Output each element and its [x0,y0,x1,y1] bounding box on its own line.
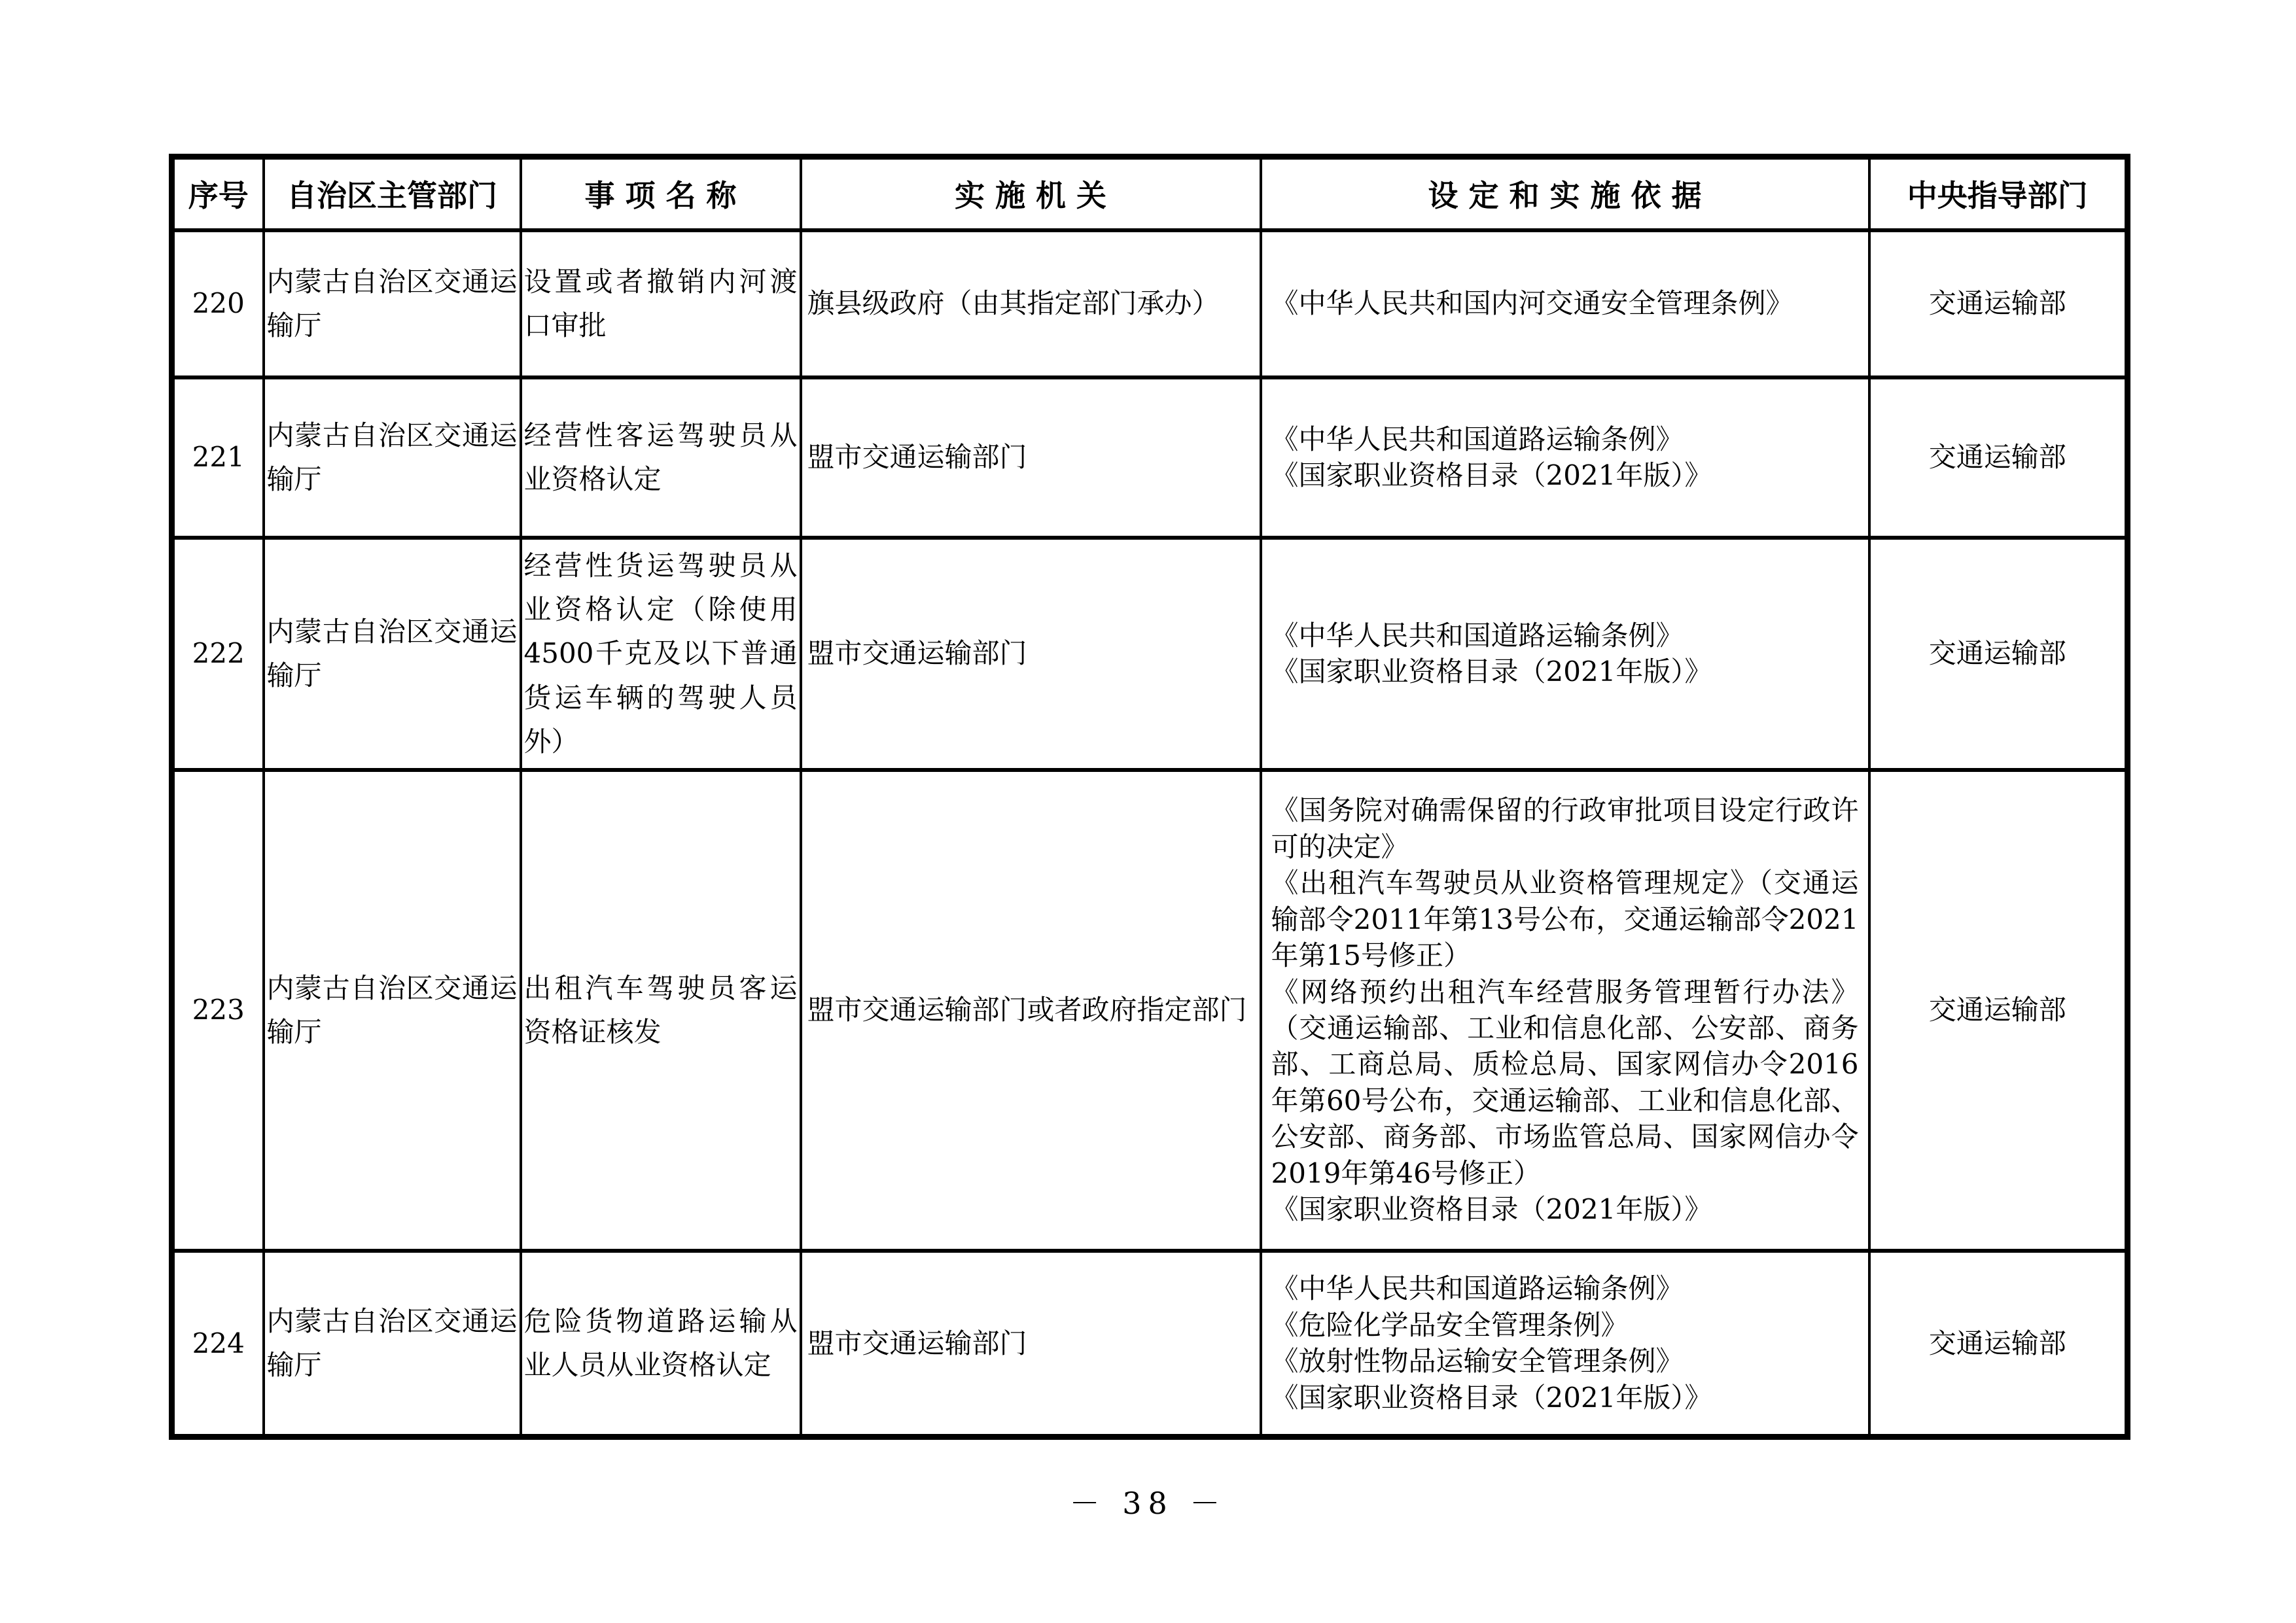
dept-cell: 内蒙古自治区交通运输厅 [264,770,521,1251]
dept-cell: 内蒙古自治区交通运输厅 [264,538,521,770]
table-row [172,230,2128,377]
basis-cell [1261,538,1869,770]
serial-cell: 220 [172,230,264,377]
agency-cell: 盟市交通运输部门 [801,377,1261,538]
header-row [172,157,2128,230]
basis-cell [1261,1251,1869,1437]
basis-line: 《中华人民共和国道路运输条例》 [1271,619,1684,652]
basis-line: 《国家职业资格目录（2021年版）》 [1271,459,1712,491]
basis-line: 《危险化学品安全管理条例》 [1271,1308,1629,1341]
basis-cell [1261,377,1869,538]
column-header-central: 中央指导部门 [1869,157,2128,230]
central-dept-cell: 交通运输部 [1869,377,2128,538]
table-row [172,377,2128,538]
agency-cell: 盟市交通运输部门或者政府指定部门 [801,770,1261,1251]
dept-cell: 内蒙古自治区交通运输厅 [264,1251,521,1437]
central-dept-cell: 交通运输部 [1869,538,2128,770]
basis-line: 《中华人民共和国内河交通安全管理条例》 [1271,287,1793,320]
page-number: － 38 － [1069,1486,1227,1521]
column-header-item: 事 项 名 称 [521,157,801,230]
column-header-agency: 实 施 机 关 [801,157,1261,230]
serial-cell: 221 [172,377,264,538]
basis-line: 《中华人民共和国道路运输条例》 [1271,1272,1684,1305]
item-cell: 经营性货运驾驶员从业资格认定（除使用4500千克及以下普通货运车辆的驾驶人员外） [521,538,801,770]
table-row [172,538,2128,770]
basis-line: 《国家职业资格目录（2021年版）》 [1271,655,1712,688]
serial-cell: 222 [172,538,264,770]
basis-line: 《国家职业资格目录（2021年版）》 [1271,1193,1712,1226]
item-cell: 危险货物道路运输从业人员从业资格认定 [521,1251,801,1437]
column-header-serial: 序号 [172,157,264,230]
serial-cell: 224 [172,1251,264,1437]
item-cell: 经营性客运驾驶员从业资格认定 [521,377,801,538]
agency-cell: 旗县级政府（由其指定部门承办） [801,230,1261,377]
table-row [172,1251,2128,1437]
column-header-dept: 自治区主管部门 [264,157,521,230]
agency-cell: 盟市交通运输部门 [801,1251,1261,1437]
basis-line: 《出租汽车驾驶员从业资格管理规定》（交通运输部令2011年第13号公布，交通运输部令2021年第15号修正） [1271,867,1859,972]
basis-line: 《放射性物品运输安全管理条例》 [1271,1345,1684,1378]
agency-cell: 盟市交通运输部门 [801,538,1261,770]
dept-cell: 内蒙古自治区交通运输厅 [264,230,521,377]
central-dept-cell: 交通运输部 [1869,770,2128,1251]
item-cell: 设置或者撤销内河渡口审批 [521,230,801,377]
column-header-basis: 设 定 和 实 施 依 据 [1261,157,1869,230]
central-dept-cell: 交通运输部 [1869,230,2128,377]
basis-line: 《中华人民共和国道路运输条例》 [1271,423,1684,455]
basis-line: 《国家职业资格目录（2021年版）》 [1271,1381,1712,1414]
dept-cell: 内蒙古自治区交通运输厅 [264,377,521,538]
serial-cell: 223 [172,770,264,1251]
basis-line: 《网络预约出租汽车经营服务管理暂行办法》（交通运输部、工业和信息化部、公安部、商务部、工商总局、质检总局、国家网信办令2016年第60号公布，交通运输部、工业和信息化部、公安部、商务部、市场监管总局、国家网信办令2019年第46号修正） [1271,975,1859,1189]
table-row [172,770,2128,1251]
central-dept-cell: 交通运输部 [1869,1251,2128,1437]
basis-cell [1261,770,1869,1251]
item-cell: 出租汽车驾驶员客运资格证核发 [521,770,801,1251]
items-table [169,154,2130,1440]
basis-line: 《国务院对确需保留的行政审批项目设定行政许可的决定》 [1271,794,1859,863]
basis-cell [1261,230,1869,377]
